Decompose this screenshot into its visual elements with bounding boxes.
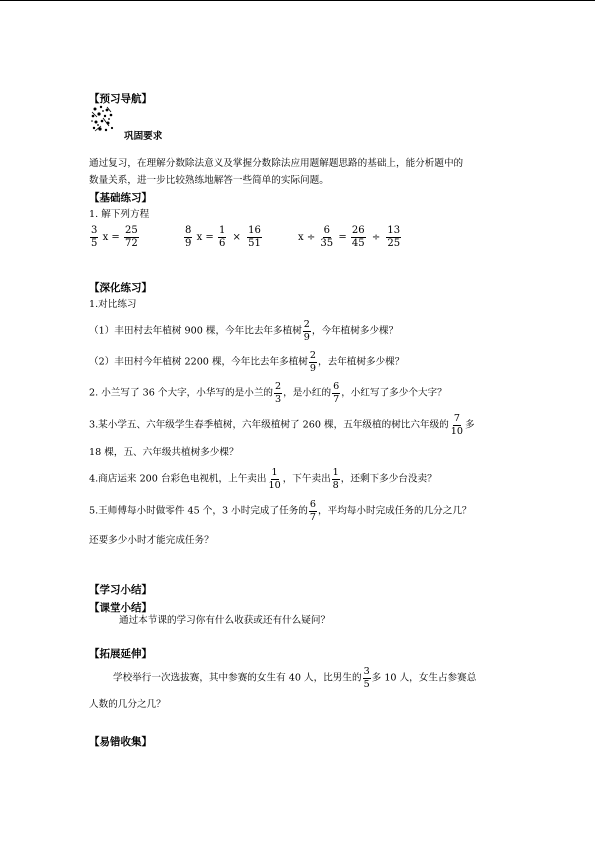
deepen-q1b: （2）丰田村今年植树 2200 棵，今年比去年多植树 $\frac{2}{9}$ ，去年植树多少棵？ [89,350,405,374]
page-top-rule [0,0,595,1]
stamp-icon [89,104,115,134]
q2-fraction-b: $\frac{6}{7}$ [333,381,340,405]
deepen-q3-line2: 18 棵，五、六年级共植树多少棵？ [89,447,239,458]
equation-2-fraction-a: $\frac{8}{9}$ [185,225,192,249]
equation-3-fraction-a: $\frac{6}{35}$ [320,225,334,249]
deepen-q4: 4.商店运来 200 台彩色电视机，上午卖出 $\frac{1}{10}$ ，下午卖出 $\frac{1}{8}$ ，还剩下多少台没卖？ [89,467,437,491]
q1b-fraction: $\frac{2}{9}$ [309,350,317,374]
consolidate-title: 巩固要求 [124,131,163,142]
section-deepen-title: 【深化练习】 [89,282,152,294]
section-summary-title: 【学习小结】 [89,584,152,596]
q4-fraction-b: $\frac{1}{8}$ [332,467,339,491]
q5-fraction: $\frac{6}{7}$ [309,499,317,523]
extension-line-2: 人数的几分之几？ [89,699,166,710]
section-mistakes-title: 【易错收集】 [89,736,152,748]
equation-2: $\frac{8}{9}$ x = $\frac{1}{6}$ × $\frac{16}{51}$ [185,225,261,249]
q1a-fraction: $\frac{2}{9}$ [303,319,310,343]
equation-3-fraction-b: $\frac{26}{45}$ [351,225,365,249]
deepen-q2: 2. 小兰写了 36 个大字，小华写的是小兰的 $\frac{2}{3}$ ，是小红的 $\frac{6}{7}$ ，小红写了多少个大字？ [89,381,447,405]
equation-2-fraction-c: $\frac{16}{51}$ [248,225,261,249]
deepen-q3: 3.某小学五、六年级学生春季植树，六年级植树了 260 棵，五年级植的树比六年级的 $\frac{7}{10}$ 多 [89,413,475,437]
extension-line-1: 学校举行一次选拔赛，其中参赛的女生有 40 人，比男生的 $\frac{3}{5}$ 多 10 人，女生占参赛总 [113,666,477,690]
deepen-q1a: （1）丰田村去年植树 900 棵，今年比去年多植树 $\frac{2}{9}$ ，今年植树多少棵？ [89,319,399,343]
deepen-q1: 1.对比练习 [89,299,137,310]
deepen-q5: 5.王师傅每小时做零件 45 个，3 小时完成了任务的 $\frac{6}{7}$ ，平均每小时完成任务的几分之几？ [89,499,472,523]
q2-fraction-a: $\frac{2}{3}$ [275,381,282,405]
q3-fraction: $\frac{7}{10}$ [450,413,463,437]
intro-line-1: 通过复习，在理解分数除法意义及掌握分数除法应用题解题思路的基础上，能分析题中的 [89,158,464,169]
equation-1-fraction-a: $\frac{3}{5}$ [91,225,98,249]
extension-fraction: $\frac{3}{5}$ [363,666,370,690]
q4-fraction-a: $\frac{1}{10}$ [268,467,281,491]
equation-2-fraction-b: $\frac{1}{6}$ [218,225,226,249]
basic-item-1: 1. 解下列方程 [89,209,150,220]
section-class-summary-title: 【课堂小结】 [89,602,152,614]
section-extension-title: 【拓展延伸】 [89,648,152,660]
equation-1-fraction-b: $\frac{25}{72}$ [124,225,138,249]
section-basic-title: 【基础练习】 [89,192,152,204]
section-preview-title: 【预习导航】 [89,93,152,105]
equation-1: $\frac{3}{5}$ x = $\frac{25}{72}$ [91,225,138,249]
equation-3: x ÷ $\frac{6}{35}$ = $\frac{26}{45}$ ÷ $\frac{13}{25}$ [298,225,401,249]
intro-line-2: 数量关系，进一步比较熟练地解答一些简单的实际问题。 [89,175,329,186]
class-summary-text: 通过本节课的学习你有什么收获或还有什么疑问？ [119,615,331,626]
equation-3-fraction-c: $\frac{13}{25}$ [387,225,401,249]
deepen-q5-line2: 还要多少小时才能完成任务？ [89,535,214,546]
